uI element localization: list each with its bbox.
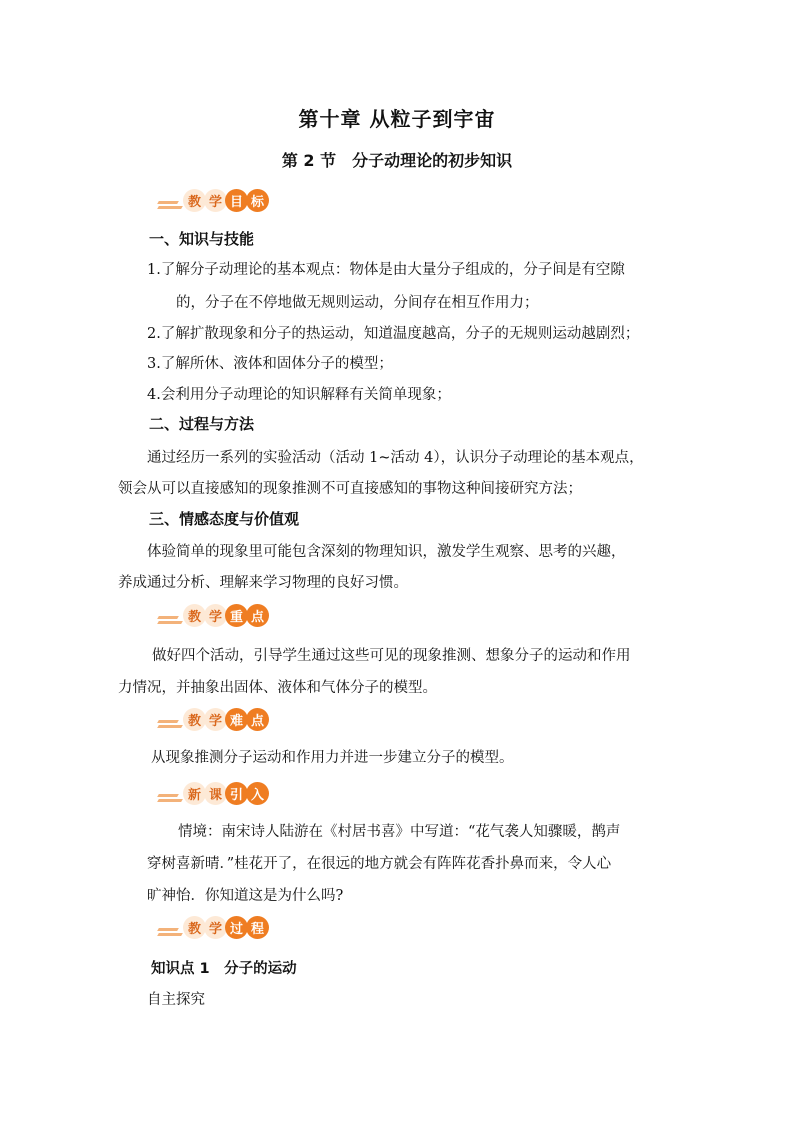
tag-char: 难 (225, 708, 248, 731)
emotion-line: 体验简单的现象里可能包含深刻的物理知识，激发学生观察、思考的兴趣， (147, 544, 626, 560)
stripes-decoration (154, 782, 184, 804)
section-title: 第 2 节 分子动理论的初步知识 (281, 151, 513, 170)
key-point-line: 力情况，并抽象出固体、液体和气体分子的模型。 (118, 680, 437, 696)
tag-char: 课 (204, 782, 227, 805)
goal-line: 1.了解分子动理论的基本观点：物体是由大量分子组成的，分子间是有空隙 (147, 262, 625, 278)
tag-char: 引 (225, 782, 248, 805)
process-method-heading: 二、过程与方法 (149, 415, 255, 433)
goal-line: 的，分子在不停地做无规则运动，分间存在相互作用力； (176, 295, 539, 311)
tag-teaching-goals (154, 187, 269, 213)
knowledge-point-heading: 知识点 1 分子的运动 (151, 961, 297, 977)
tag-char: 新 (183, 782, 206, 805)
process-line: 通过经历一系列的实验活动（活动 1~活动 4），认识分子动理论的基本观点， (147, 450, 644, 466)
stripes-decoration (154, 604, 184, 626)
stripes-decoration (154, 189, 184, 211)
goal-line: 3.了解所休、液体和固体分子的模型； (147, 356, 393, 372)
intro-line: 情境：南宋诗人陆游在《村居书喜》中写道：“花气袭人知骤暖，鹊声 (178, 824, 621, 840)
intro-line: 旷神怡．你知道这是为什么吗? (147, 888, 344, 904)
goal-line: 4.会利用分子动理论的知识解释有关简单现象； (147, 387, 451, 403)
intro-line: 穿树喜新晴．”桂花开了，在很远的地方就会有阵阵花香扑鼻而来，令人心 (147, 856, 612, 872)
key-point-line: 做好四个活动，引导学生通过这些可见的现象推测、想象分子的运动和作用 (152, 648, 631, 664)
knowledge-heading: 一、知识与技能 (149, 230, 255, 248)
tag-char: 目 (225, 189, 248, 212)
stripes-decoration (154, 708, 184, 730)
tag-key-points (154, 602, 269, 628)
tag-char: 学 (204, 604, 227, 627)
tag-char: 教 (183, 708, 206, 731)
tag-char: 学 (204, 189, 227, 212)
tag-char: 学 (204, 708, 227, 731)
tag-char: 学 (204, 916, 227, 939)
tag-char: 入 (246, 782, 269, 805)
process-line: 领会从可以直接感知的现象推测不可直接感知的事物这种间接研究方法； (118, 481, 582, 497)
tag-char: 重 (225, 604, 248, 627)
stripes-decoration (154, 916, 184, 938)
tag-char: 程 (246, 916, 269, 939)
tag-difficulties (154, 706, 269, 732)
chapter-title: 第十章 从粒子到宇宙 (298, 107, 496, 131)
tag-char: 标 (246, 189, 269, 212)
self-study-label: 自主探究 (147, 992, 205, 1008)
tag-lesson-intro (154, 780, 269, 806)
tag-teaching-process (154, 914, 269, 940)
tag-char: 点 (246, 604, 269, 627)
emotion-line: 养成通过分析、理解来学习物理的良好习惯。 (118, 575, 408, 591)
tag-char: 点 (246, 708, 269, 731)
goal-line: 2.了解扩散现象和分子的热运动，知道温度越高，分子的无规则运动越剧烈； (147, 326, 640, 342)
tag-char: 教 (183, 189, 206, 212)
tag-char: 教 (183, 916, 206, 939)
emotion-heading: 三、情感态度与价值观 (149, 510, 300, 528)
difficulty-line: 从现象推测分子运动和作用力并进一步建立分子的模型。 (151, 750, 514, 766)
tag-char: 过 (225, 916, 248, 939)
tag-char: 教 (183, 604, 206, 627)
